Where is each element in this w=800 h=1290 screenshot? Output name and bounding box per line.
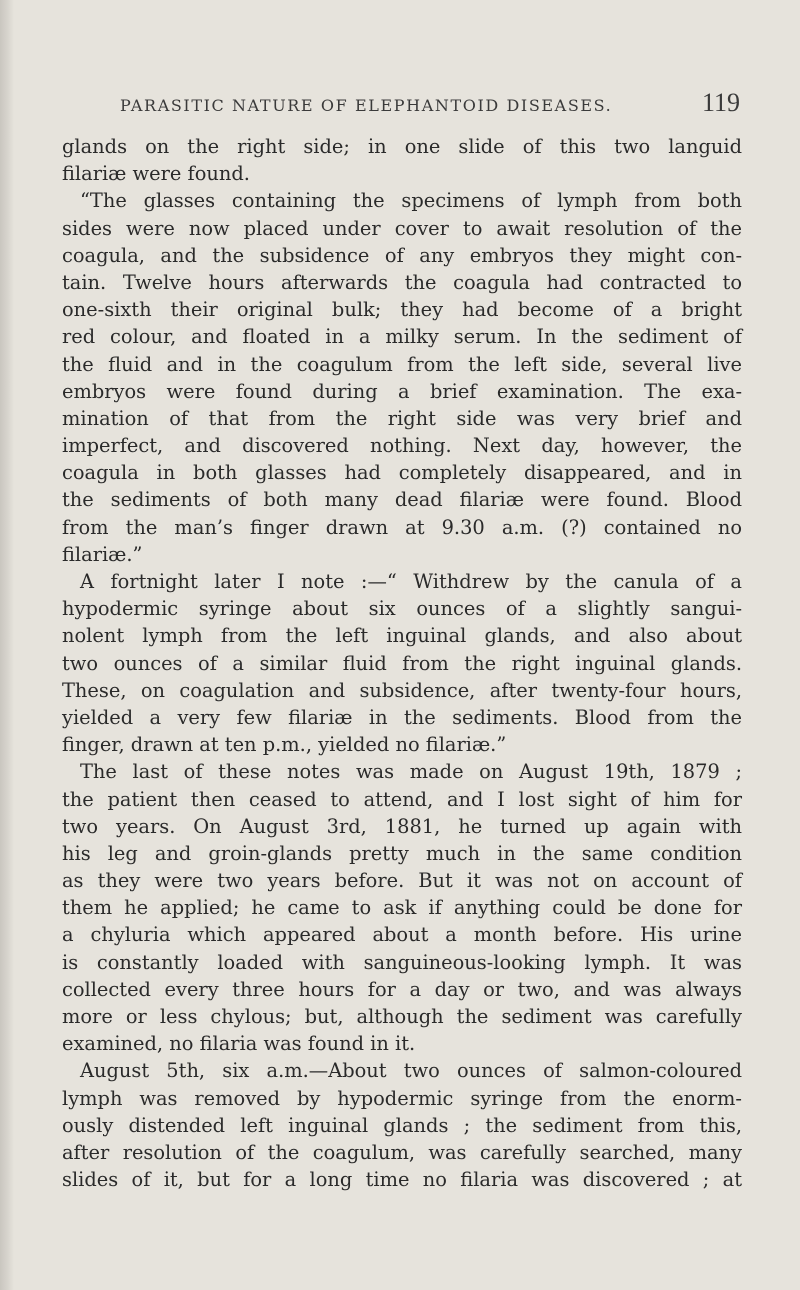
text-line: A fortnight later I note :—“ Withdrew by the canula of a: [80, 570, 742, 593]
text-line: as they were two years before. But it was not on account of: [62, 869, 742, 893]
text-line: hypodermic syringe about six ounces of a slightly sangui-: [62, 597, 742, 621]
running-head: [120, 88, 740, 118]
text-line: them he applied; he came to ask if anything could be done for: [62, 896, 742, 920]
text-line: a chyluria which appeared about a month before. His urine: [62, 923, 742, 947]
text-line: from the man’s finger drawn at 9.30 a.m. (?) contained no: [62, 515, 742, 539]
text-line: lymph was removed by hypodermic syringe from the enorm-: [62, 1086, 742, 1110]
text-line: coagula, and the subsidence of any embryos they might con-: [62, 243, 742, 267]
running-title: PARASITIC NATURE OF ELEPHANTOID DISEASES.: [120, 96, 613, 115]
text-line: August 5th, six a.m.—About two ounces of salmon-coloured: [80, 1059, 742, 1083]
text-line: the sediments of both many dead filariæ were found. Blood: [62, 488, 742, 512]
text-line: coagula in both glasses had completely disappeared, and in: [62, 461, 742, 485]
page-number: 119: [701, 88, 740, 117]
text-line: filariæ were found.: [62, 162, 250, 186]
text-line: glands on the right side; in one slide of this two languid: [62, 135, 742, 158]
text-line: is constantly loaded with sanguineous-looking lymph. It was: [62, 950, 742, 974]
text-line: his leg and groin-glands pretty much in the same condition: [62, 841, 742, 865]
text-line: finger, drawn at ten p.m., yielded no filariæ.”: [62, 733, 507, 757]
text-line: “The glasses containing the specimens of lymph from both: [80, 189, 742, 213]
text-line: ously distended left inguinal glands ; the sediment from this,: [62, 1113, 742, 1137]
text-line: more or less chylous; but, although the sediment was carefully: [62, 1005, 742, 1028]
text-line: embryos were found during a brief examination. The exa-: [62, 379, 742, 403]
text-line: sides were now placed under cover to await resolution of the: [62, 216, 742, 240]
page-edge-shadow: [0, 0, 14, 1290]
text-line: imperfect, and discovered nothing. Next day, however, the: [62, 434, 742, 458]
text-line: These, on coagulation and subsidence, after twenty-four hours,: [62, 678, 742, 702]
body-text: [62, 133, 742, 1193]
text-line: the fluid and in the coagulum from the left side, several live: [62, 352, 742, 376]
text-line: tain. Twelve hours afterwards the coagula had contracted to: [62, 270, 742, 294]
text-line: examined, no filaria was found in it.: [62, 1032, 416, 1056]
text-line: two years. On August 3rd, 1881, he turned up again with: [62, 814, 742, 838]
text-line: The last of these notes was made on August 19th, 1879 ;: [80, 760, 742, 784]
text-line: one-sixth their original bulk; they had become of a bright: [62, 298, 742, 322]
text-line: nolent lymph from the left inguinal glands, and also about: [62, 624, 742, 648]
text-line: the patient then ceased to attend, and I lost sight of him for: [62, 787, 742, 811]
text-line: filariæ.”: [62, 542, 143, 566]
text-line: red colour, and floated in a milky serum. In the sediment of: [62, 325, 742, 349]
text-line: two ounces of a similar fluid from the right inguinal glands.: [62, 651, 742, 675]
text-line: slides of it, but for a long time no filaria was discovered ; at: [62, 1168, 742, 1192]
text-line: mination of that from the right side was very brief and: [62, 406, 742, 430]
text-line: after resolution of the coagulum, was carefully searched, many: [62, 1140, 742, 1164]
text-line: yielded a very few filariæ in the sediments. Blood from the: [62, 705, 742, 729]
text-line: collected every three hours for a day or two, and was always: [62, 977, 742, 1001]
